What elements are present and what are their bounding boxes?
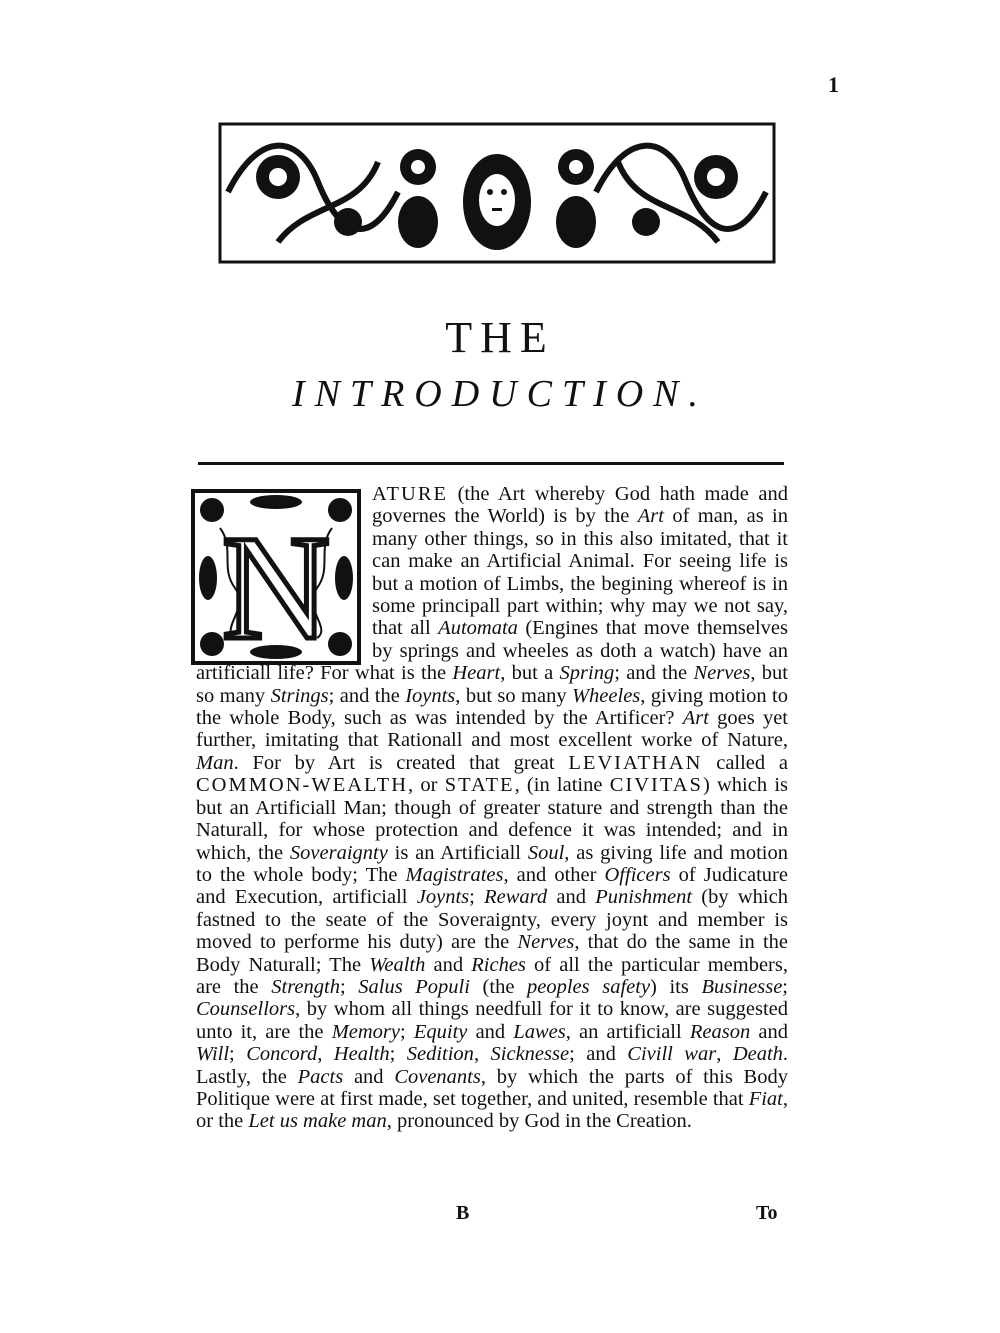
divider-rule xyxy=(198,462,784,465)
catchword: To xyxy=(756,1202,778,1224)
body-paragraph: ATURE (the Art whereby God hath made and governes the World) is by the Art of man, as in many other things, so in this also imitated, that it can make an Artificial Animal. For seeing life is but a motion of Limbs, the begining whereof is in some principall part within; why may we not say, that all Automata (Engines that move themselves by springs and wheeles as doth a watch) have an artificiall life? For what is the Heart, but a Spring; and the Nerves, but so many Strings; and the Ioynts, but so many Wheeles, giving motion to the whole Body, such as was intended by the Artificer? Art goes yet further, imitating that Rationall and most excellent worke of Nature, Man. For by Art is created that great LEVIATHAN called a COMMON-WEALTH, or STATE, (in latine CIVITAS) which is but an Artificiall Man; though of greater stature and strength than the Naturall, for whose protection and defence it was intended; and in which, the Soveraignty is an Artificiall Soul, as giving life and motion to the whole body; The Magistrates, and other Officers of Judicature and Execution, artificiall Joynts; Reward and Punishment (by which fastned to the seate of the Soveraignty, every joynt and member is moved to performe his duty) are the Nerves, that do the same in the Body Naturall; The Wealth and Riches of all the particular members, are the Strength; Salus Populi (the peoples safety) its Businesse; Counsellors, by whom all things needfull for it to know, are suggested unto it, are the Memory; Equity and Lawes, an artificiall Reason and Will; Concord, Health; Sedition, Sicknesse; and Civill war, Death. Lastly, the Pacts and Covenants, by which the parts of this Body Politique were at first made, set together, and united, resemble that Fiat, or the Let us make man, pronounced by God in the Creation. xyxy=(196,483,789,1133)
page-title: THE xyxy=(445,313,555,362)
svg-text:N: N xyxy=(221,505,331,666)
ornamental-headpiece-icon xyxy=(218,122,776,264)
page-number: 1 xyxy=(828,72,839,97)
page-subtitle: INTRODUCTION. xyxy=(291,373,709,415)
signature-mark: B xyxy=(456,1202,470,1224)
ornate-initial-icon xyxy=(190,488,362,666)
